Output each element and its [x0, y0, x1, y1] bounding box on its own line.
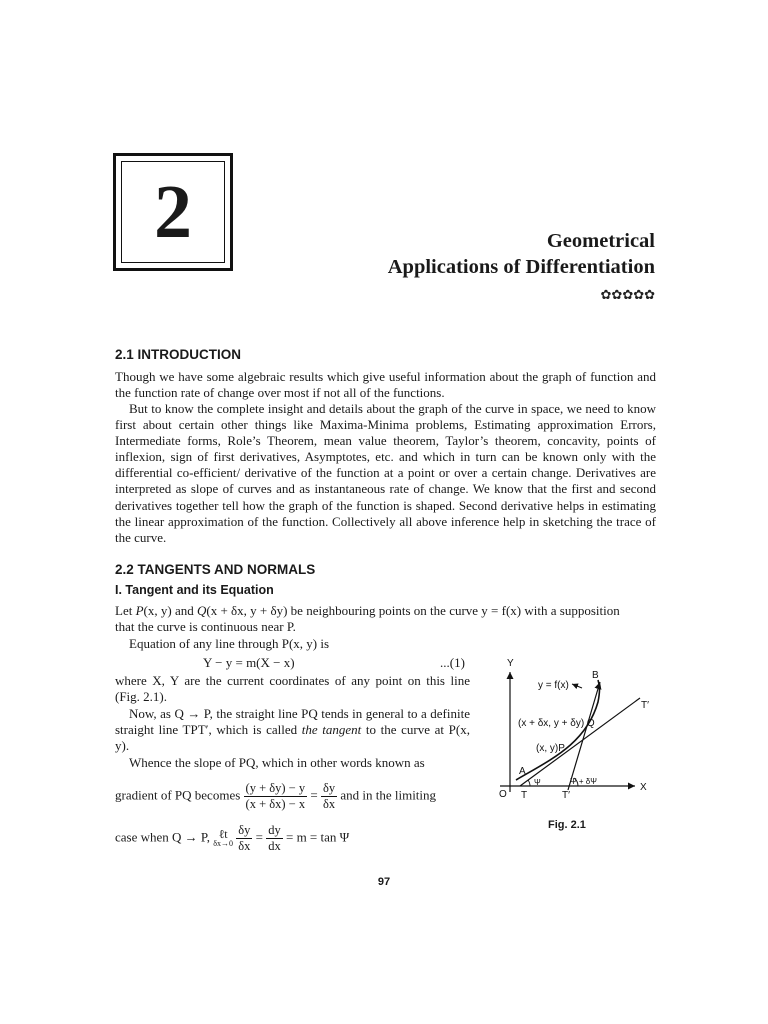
gradient-expression	[115, 781, 436, 812]
text-fragment: case when Q → P,	[115, 829, 210, 845]
text-fragment: gradient of PQ becomes	[115, 787, 241, 803]
symbol-p: P	[135, 603, 144, 618]
figure-tangent-diagram	[490, 652, 660, 812]
text-fragment: to the curve at P(x, y).	[115, 722, 470, 754]
label-t-prime-line: T′	[641, 700, 649, 711]
subheading-tangent-equation: I. Tangent and its Equation	[115, 583, 274, 597]
equals-sign: =	[310, 787, 318, 803]
fraction-numerator: δy	[238, 823, 251, 837]
fraction-delta-limit	[236, 823, 252, 854]
text-fragment: (x, y) and	[143, 603, 197, 618]
text-fragment: and in the limiting	[340, 787, 437, 803]
limit-symbol: ℓt	[218, 826, 228, 841]
ornament-divider: ✿✿✿✿✿	[600, 287, 655, 302]
section-heading-introduction: 2.1 INTRODUCTION	[115, 347, 242, 362]
text-line-equation-intro: Equation of any line through P(x, y) is	[129, 636, 330, 651]
label-psi-delta: Ψ + δΨ	[570, 777, 597, 786]
chapter-title-line2: Applications of Differentiation	[387, 256, 655, 278]
label-t: T	[521, 790, 528, 801]
fraction-numerator: δy	[322, 781, 336, 795]
curve-path	[516, 680, 600, 780]
fraction-derivative	[266, 823, 283, 854]
paragraph-whence: Whence the slope of PQ, which in other words known as	[129, 755, 425, 770]
label-curve: y = f(x)	[538, 680, 569, 691]
curve-label-arrow	[572, 684, 582, 688]
chapter-number-box-inner	[121, 161, 225, 263]
text-line-continuous: that the curve is continuous near P.	[115, 619, 296, 634]
chord-line	[568, 682, 600, 790]
fraction-numerator: (y + δy) − y	[245, 781, 306, 795]
label-x-axis: X	[640, 782, 647, 793]
paragraph-where: where X, Y are the current coordinates of any point on this line (Fig. 2.1).	[115, 673, 470, 705]
text-fragment: (x + δx, y + δy) be neighbouring points on the curve y = f(x) with a supposition	[206, 603, 620, 618]
label-b: B	[592, 670, 599, 681]
text-line-neighbouring-points	[115, 603, 620, 619]
label-y-axis: Y	[507, 658, 514, 669]
label-origin: O	[499, 789, 507, 800]
emphasis-the-tangent: the tangent	[301, 722, 362, 738]
paragraph-now	[115, 706, 470, 754]
tangent-line	[520, 698, 640, 786]
angle-psi-arc	[528, 780, 530, 786]
label-q-point: (x + δx, y + δy) Q	[518, 718, 595, 729]
fraction-denominator: (x + δx) − x	[245, 797, 306, 811]
limit-subscript: δx→0	[213, 838, 233, 848]
equation-1-number: ...(1)	[440, 655, 465, 670]
fraction-delta	[321, 781, 337, 812]
fraction-gradient	[244, 781, 308, 812]
equation-1: Y − y = m(X − x)	[203, 655, 295, 670]
text-fragment: Now, as Q → P, the straight line PQ tends in general to a definite straight line TPT′, which is called	[115, 706, 470, 738]
chapter-number: 2	[154, 170, 192, 254]
text-fragment: Let	[115, 603, 136, 618]
symbol-q: Q	[196, 603, 207, 618]
label-p-point: (x, y)P	[536, 743, 565, 754]
text-fragment: = m = tan Ψ	[285, 829, 350, 845]
chapter-title-line1: Geometrical	[546, 230, 655, 252]
section-heading-tangents: 2.2 TANGENTS AND NORMALS	[115, 562, 316, 577]
figure-caption: Fig. 2.1	[548, 819, 586, 831]
fraction-numerator: dy	[268, 823, 281, 837]
limit-operator	[213, 826, 233, 849]
fraction-denominator: δx	[322, 797, 336, 811]
equals-sign: =	[255, 829, 263, 845]
label-a: A	[519, 766, 526, 777]
label-t-prime-bottom: T′	[562, 790, 570, 801]
intro-paragraph-1: Though we have some algebraic results which give useful information about the graph of function and the function rate of change over most if not all of the functions.	[115, 369, 656, 401]
fraction-denominator: dx	[268, 839, 281, 853]
limit-expression	[115, 823, 349, 854]
page-number: 97	[377, 876, 391, 888]
label-psi: Ψ	[534, 778, 541, 787]
intro-paragraph-2: But to know the complete insight and details about the graph of the curve in space, we need to know first about certain other things like Maxima-Minima problems, Estimating approximation Errors, Intermediate forms, Role’s Theorem, mean value theorem, Taylor’s theorem, concavity, points of inflexion, sign of first derivatives, Asymptotes, etc. and which in turn can be known only with the differential co-efficient/ derivative of the function at a point or over a certain change. Derivatives are interpreted as slope of curves and as instantaneous rate of change. We know that the first and second derivatives together tell how the graph of the function is shaped. Second derivative helps in estimating the linear approximation of the function. Collectively all above inference help in sketching the trace of the curve.	[115, 401, 656, 545]
fraction-denominator: δx	[238, 839, 251, 853]
chapter-number-box	[113, 153, 233, 271]
